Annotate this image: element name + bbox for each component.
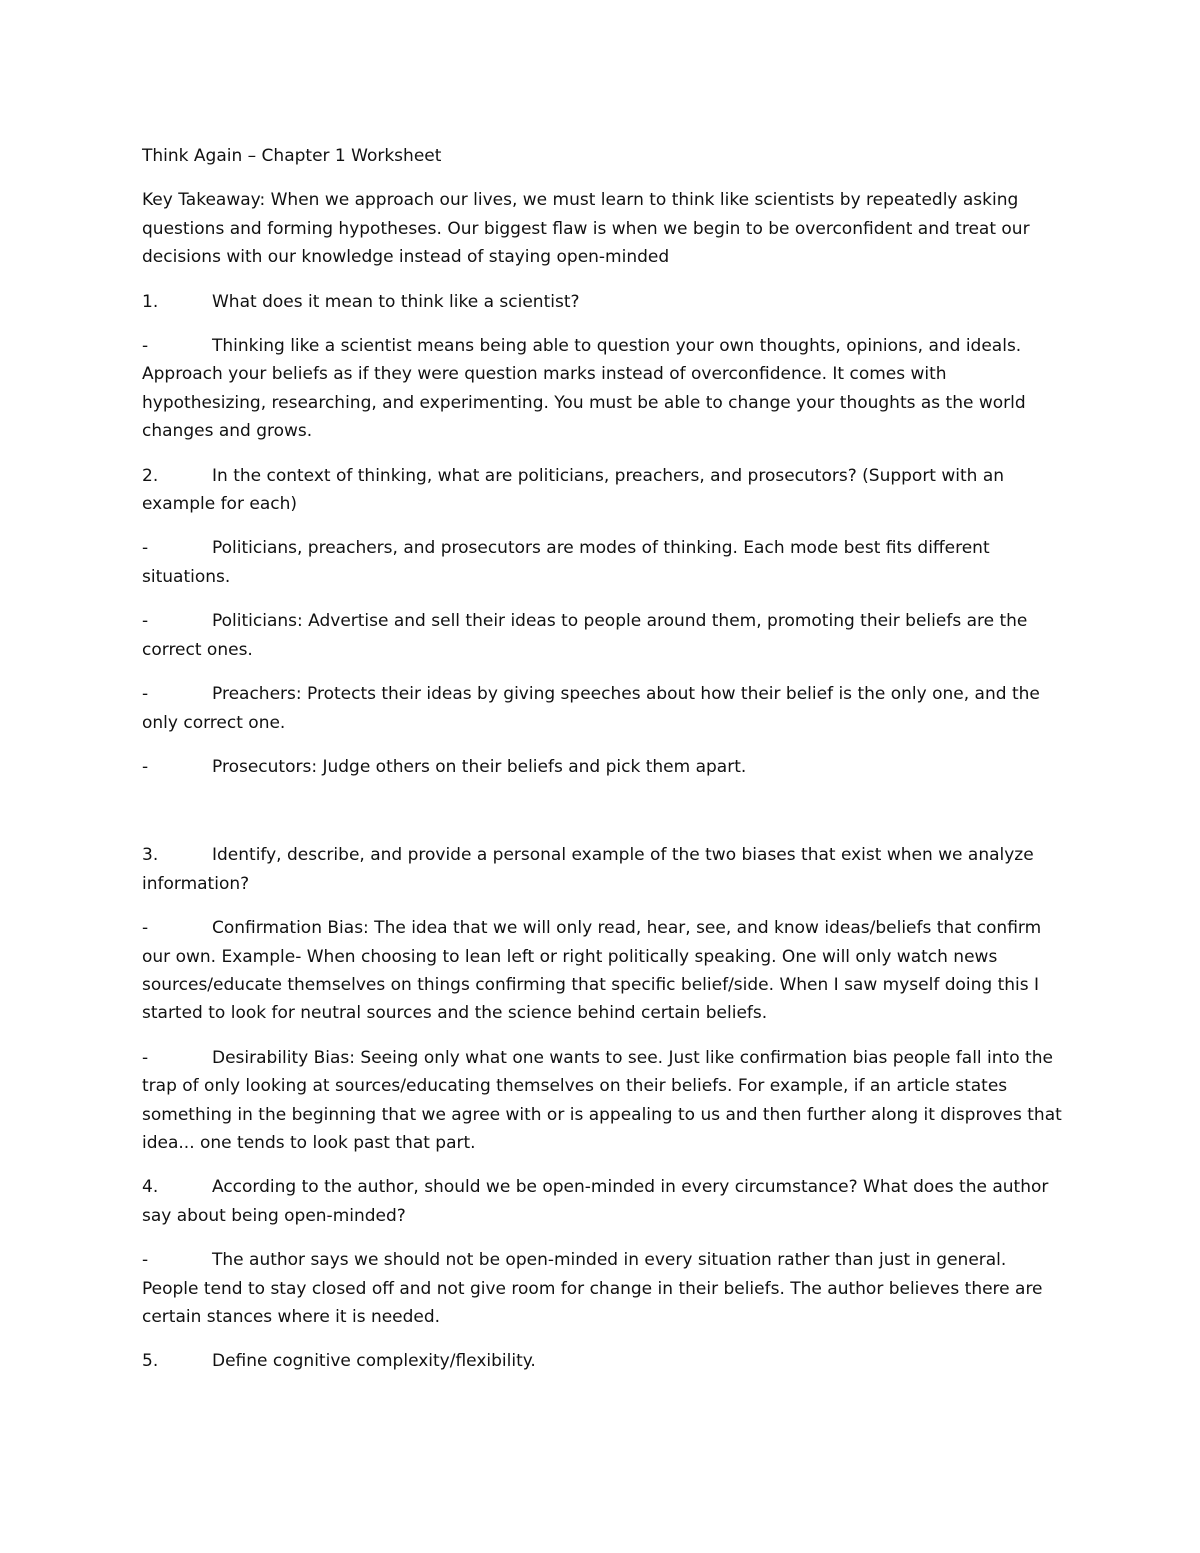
answer-3-item [142,914,1062,1028]
bullet-dash: - [142,684,149,705]
answer-text: Politicians, preachers, and prosecutors are modes of thinking. Each mode best fits different situations. [142,538,990,587]
answer-3-item [142,1044,1062,1158]
question-number: 5. [142,1351,159,1372]
answer-text: Thinking like a scientist means being able to question your own thoughts, opinions, and ideals. Approach your beliefs as if they were question marks instead of overconfidence. It comes with hypothesizing, researching, and experimenting. You must be able to change your thoughts as the world changes and grows. [142,336,1026,442]
bullet-dash: - [142,336,149,357]
answer-4 [142,1246,1062,1331]
question-4 [142,1173,1062,1230]
question-text: According to the author, should we be open-minded in every circumstance? What does the author say about being open-minded? [142,1177,1049,1226]
question-number: 4. [142,1177,159,1198]
question-text: In the context of thinking, what are politicians, preachers, and prosecutors? (Support with an example for each) [142,465,1005,515]
bullet-dash: - [142,1047,149,1068]
bullet-dash: - [142,1250,149,1271]
answer-2-item [142,607,1062,664]
document-body [142,142,1062,1392]
blank-line [142,797,1062,841]
answer-text: Confirmation Bias: The idea that we will only read, hear, see, and know ideas/beliefs that confirm our own. Example- When choosing to lean left or right politically speaking. One will only watch news sources/educate themselves on things confirming that specific belief/side. When I saw myself doing this I started to look for neutral sources and the science behind certain beliefs. [142,918,1042,1024]
question-3 [142,841,1062,898]
question-number: 3. [142,845,159,866]
answer-2-item [142,753,1062,781]
bullet-dash: - [142,756,149,777]
question-text: Define cognitive complexity/flexibility. [212,1351,536,1372]
answer-text: Desirability Bias: Seeing only what one wants to see. Just like confirmation bias people fall into the trap of only looking at sources/educating themselves on their beliefs. For example, if an article states something in the beginning that we agree with or is appealing to us and then further along it disproves that idea... one tends to look past that part. [142,1047,1062,1153]
bullet-dash: - [142,611,149,632]
question-text: Identify, describe, and provide a personal example of the two biases that exist when we analyze information? [142,845,1034,894]
page-title: Think Again – Chapter 1 Worksheet [142,146,442,166]
question-1 [142,288,1062,316]
answer-text: Politicians: Advertise and sell their ideas to people around them, promoting their beliefs are the correct ones. [142,611,1028,660]
question-5 [142,1347,1062,1375]
key-takeaway: Key Takeaway: When we approach our lives, we must learn to think like scientists by repeatedly asking questions and forming hypotheses. Our biggest flaw is when we begin to be overconfident and treat our decisions with our knowledge instead of staying open-minded [142,190,1030,268]
question-number: 2. [142,465,159,486]
bullet-dash: - [142,538,149,559]
question-text: What does it mean to think like a scientist? [212,291,580,312]
answer-text: Preachers: Protects their ideas by giving speeches about how their belief is the only one, and the only correct one. [142,684,1040,733]
answer-1 [142,332,1062,446]
question-number: 1. [142,291,159,312]
answer-text: The author says we should not be open-minded in every situation rather than just in general. People tend to stay closed off and not give room for change in their beliefs. The author believes there are certain stances where it is needed. [142,1250,1043,1327]
question-2 [142,462,1062,519]
answer-2-item [142,680,1062,737]
bullet-dash: - [142,918,149,939]
answer-2-item [142,534,1062,591]
answer-text: Prosecutors: Judge others on their beliefs and pick them apart. [212,756,747,777]
